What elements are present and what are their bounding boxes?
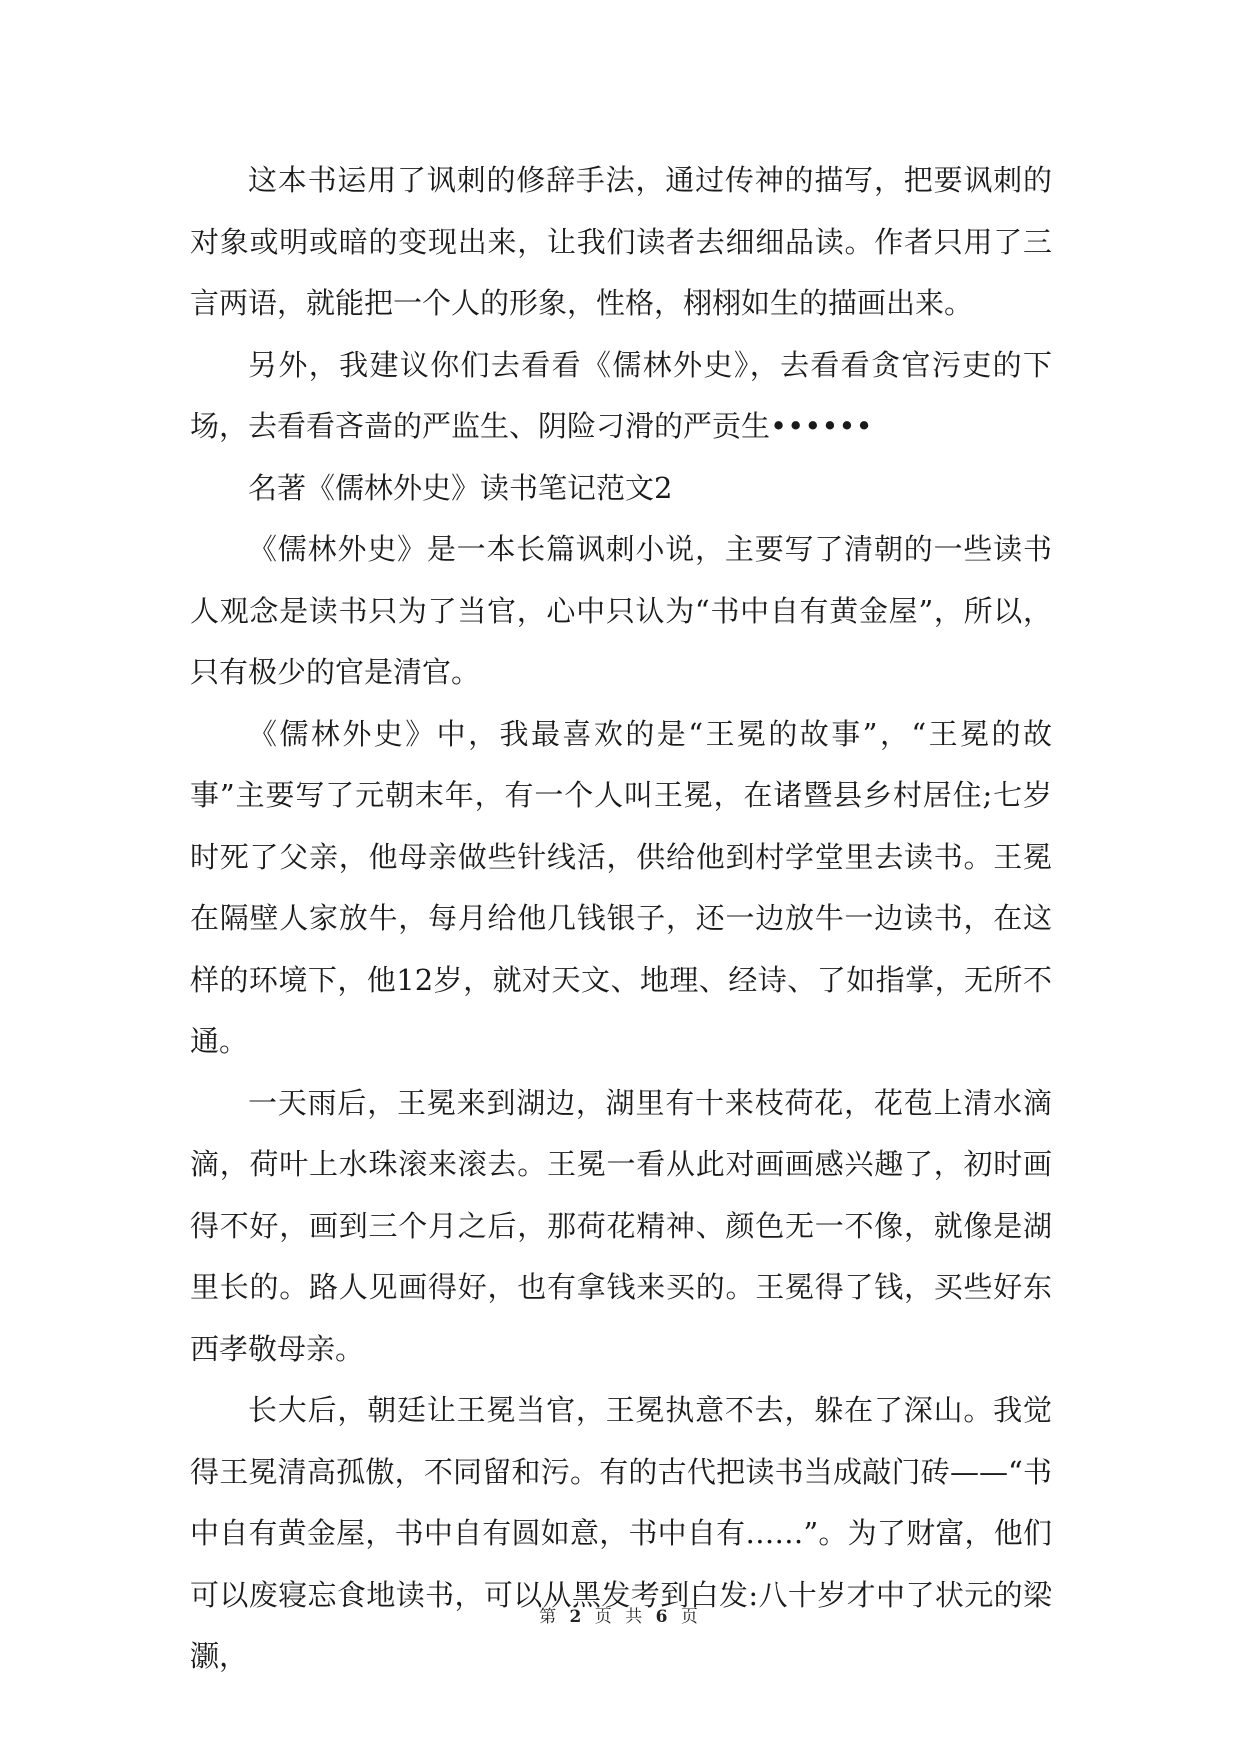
paragraph: 长大后，朝廷让王冕当官，王冕执意不去，躲在了深山。我觉得王冕清高孤傲，不同留和污。有的古代把读书当成敲门砖——“书中自有黄金屋，书中自有圆如意，书中自有……”。为了财富，他们可以废寝忘食地读书，可以从黑发考到白发:八十岁才中了状元的梁灏， xyxy=(190,1393,1052,1673)
footer-suffix: 页 xyxy=(680,1607,702,1627)
page-footer xyxy=(0,1602,1241,1627)
paragraph: 这本书运用了讽刺的修辞手法，通过传神的描写，把要讽刺的对象或明或暗的变现出来，让我们读者去细细品读。作者只用了三言两语，就能把一个人的形象，性格，栩栩如生的描画出来。 xyxy=(190,163,1052,320)
paragraph: 另外，我建议你们去看看《儒林外史》，去看看贪官污吏的下场，去看看吝啬的严监生、阴险刁滑的严贡生•••••• xyxy=(190,347,1052,443)
footer-middle: 页 共 xyxy=(594,1607,647,1627)
footer-prefix: 第 xyxy=(539,1607,561,1627)
paragraph: 一天雨后，王冕来到湖边，湖里有十来枝荷花，花苞上清水滴滴，荷叶上水珠滚来滚去。王冕一看从此对画画感兴趣了，初时画得不好，画到三个月之后，那荷花精神、颜色无一不像，就像是湖里长的。路人见画得好，也有拿钱来买的。王冕得了钱，买些好东西孝敬母亲。 xyxy=(190,1085,1052,1366)
paragraph: 《儒林外史》中，我最喜欢的是“王冕的故事”，“王冕的故事”主要写了元朝末年，有一个人叫王冕，在诸暨县乡村居住;七岁时死了父亲，他母亲做些针线活，供给他到村学堂里去读书。王冕在隔壁人家放牛，每月给他几钱银子，还一边放牛一边读书，在这样的环境下，他12岁，就对天文、地理、经诗、了如指掌，无所不通。 xyxy=(190,716,1052,1058)
section-heading: 名著《儒林外史》读书笔记范文2 xyxy=(248,470,673,505)
paragraph: 《儒林外史》是一本长篇讽刺小说，主要写了清朝的一些读书人观念是读书只为了当官，心中只认为“书中自有黄金屋”，所以，只有极少的官是清官。 xyxy=(190,532,1052,689)
document-body xyxy=(190,150,1052,1688)
total-pages-number: 6 xyxy=(655,1607,672,1627)
current-page-number: 2 xyxy=(569,1607,586,1627)
